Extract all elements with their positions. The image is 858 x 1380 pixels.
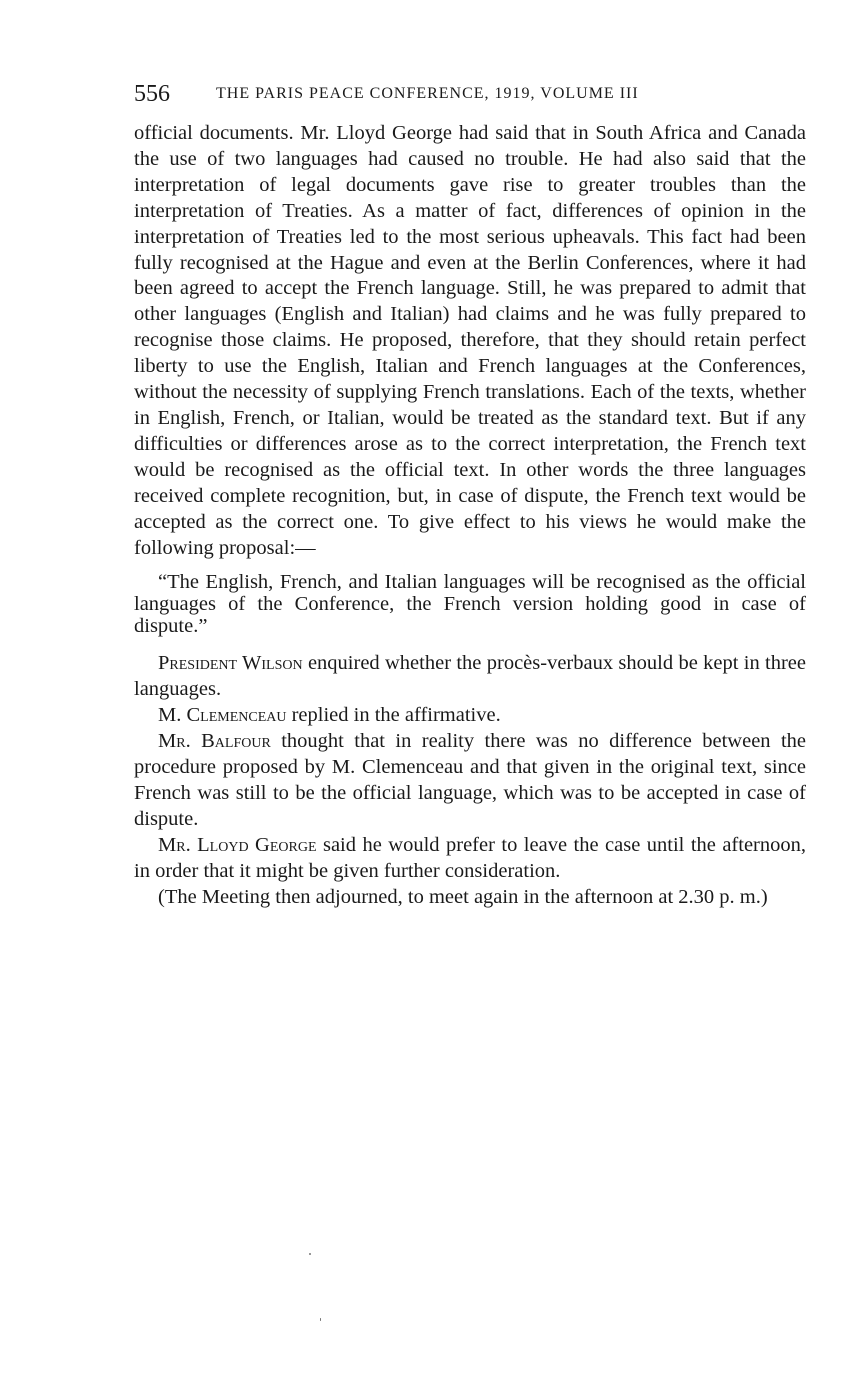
paragraph-clemenceau (134, 703, 806, 729)
speaker-name: President Wilson (158, 652, 303, 675)
running-head: THE PARIS PEACE CONFERENCE, 1919, VOLUME III (216, 85, 639, 102)
speaker-name: M. Clemenceau (158, 704, 287, 727)
paragraph-adjournment: (The Meeting then adjourned, to meet again in the afternoon at 2.30 p. m.) (158, 885, 768, 908)
speaker-name: Mr. Lloyd George (158, 833, 317, 856)
paragraph-text: replied in the affirmative. (286, 704, 501, 727)
quoted-proposal: “The English, French, and Italian languages will be recognised as the official languages of the Conference, the French version holding good in case of dispute.” (134, 571, 806, 638)
paragraph-text: said he would prefer to leave the case until the afternoon, in order that it might be given further consideration. (134, 833, 807, 882)
scan-speck (320, 1318, 321, 1321)
page-body (134, 121, 806, 910)
page-number: 556 (134, 81, 170, 107)
speaker-name: Mr. Balfour (158, 730, 271, 753)
scan-speck (309, 1253, 311, 1255)
paragraph-wilson (134, 651, 806, 703)
paragraph-text: enquired whether the procès-verbaux should be kept in three languages. (134, 652, 807, 701)
paragraph-lloyd-george (134, 833, 806, 885)
paragraph-text: thought that in reality there was no difference between the procedure proposed by M. Clemenceau and that given in the original text, since French was still to be the official language, which was to be accepted in case of dispute. (134, 730, 806, 830)
paragraph-continued: official documents. Mr. Lloyd George had said that in South Africa and Canada the use of two languages had caused no trouble. He had also said that the interpretation of legal documents gave rise to greater troubles than the interpretation of Treaties. As a matter of fact, differences of opinion in the interpretation of Treaties led to the most serious upheavals. This fact had been fully recognised at the Hague and even at the Berlin Conferences, where it had been agreed to accept the French language. Still, he was prepared to admit that other languages (English and Italian) had claims and he was fully prepared to recognise those claims. He proposed, therefore, that they should retain perfect liberty to use the English, Italian and French languages at the Conferences, without the necessity of supplying French translations. Each of the texts, whether in English, French, or Italian, would be treated as the standard text. But if any difficulties or differences arose as to the correct interpretation, the French text would be recognised as the official text. In other words the three languages received complete recognition, but, in case of dispute, the French text would be accepted as the correct one. To give effect to his views he would make the following proposal:— (134, 122, 806, 559)
paragraph-balfour (134, 729, 806, 833)
page-header (134, 80, 806, 110)
